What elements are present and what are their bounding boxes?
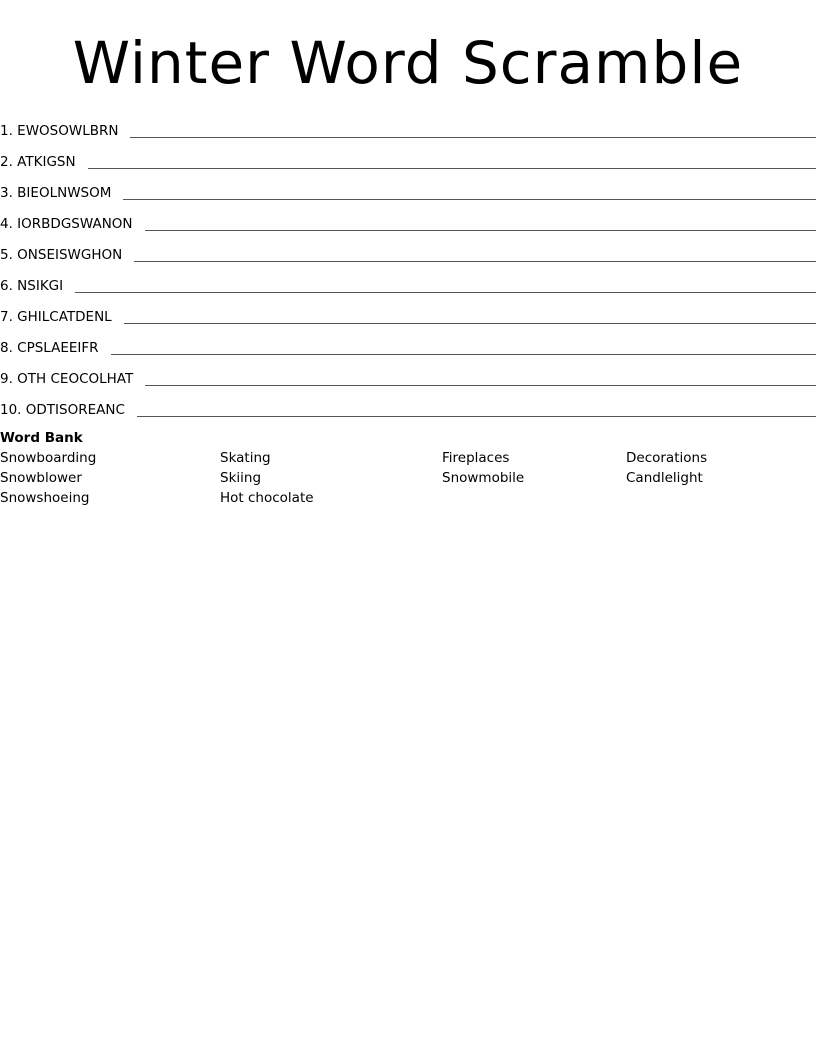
answer-line[interactable] xyxy=(137,416,816,417)
page-title: Winter Word Scramble xyxy=(72,29,744,97)
question-label: 10. ODTISOREANC xyxy=(0,402,125,418)
question-label: 2. ATKIGSN xyxy=(0,154,76,170)
answer-line[interactable] xyxy=(88,168,816,169)
answer-line[interactable] xyxy=(124,323,816,324)
answer-line[interactable] xyxy=(145,230,816,231)
question-label: 4. IORBDGSWANON xyxy=(0,216,133,232)
answer-line[interactable] xyxy=(75,292,816,293)
question-row xyxy=(0,327,816,358)
answer-line[interactable] xyxy=(130,137,816,138)
answer-line[interactable] xyxy=(111,354,816,355)
question-row xyxy=(0,296,816,327)
word-bank-item: Decorations xyxy=(626,450,708,466)
word-bank-item: Skiing xyxy=(220,470,262,486)
question-label: 7. GHILCATDENL xyxy=(0,309,112,325)
word-bank-item: Snowblower xyxy=(0,470,82,486)
question-row xyxy=(0,110,816,141)
word-bank-grid xyxy=(0,448,816,508)
question-row xyxy=(0,141,816,172)
question-row xyxy=(0,234,816,265)
answer-line[interactable] xyxy=(134,261,816,262)
word-bank-item: Snowboarding xyxy=(0,450,97,466)
question-label: 8. CPSLAEEIFR xyxy=(0,340,99,356)
word-bank xyxy=(0,428,816,508)
question-label: 3. BIEOLNWSOM xyxy=(0,185,112,201)
question-label: 9. OTH CEOCOLHAT xyxy=(0,371,134,387)
word-bank-item: Snowshoeing xyxy=(0,490,90,506)
word-bank-item: Snowmobile xyxy=(442,470,525,486)
word-bank-item: Fireplaces xyxy=(442,450,510,466)
question-row xyxy=(0,172,816,203)
question-row xyxy=(0,203,816,234)
question-row xyxy=(0,358,816,389)
question-row xyxy=(0,265,816,296)
word-bank-item: Skating xyxy=(220,450,271,466)
word-bank-item: Candlelight xyxy=(626,470,703,486)
question-list xyxy=(0,110,816,420)
question-label: 5. ONSEISWGHON xyxy=(0,247,123,263)
question-label: 1. EWOSOWLBRN xyxy=(0,123,119,139)
answer-line[interactable] xyxy=(123,199,816,200)
word-bank-item: Hot chocolate xyxy=(220,490,314,506)
question-label: 6. NSIKGI xyxy=(0,278,64,294)
answer-line[interactable] xyxy=(145,385,816,386)
word-bank-heading: Word Bank xyxy=(0,430,83,446)
question-row xyxy=(0,389,816,420)
